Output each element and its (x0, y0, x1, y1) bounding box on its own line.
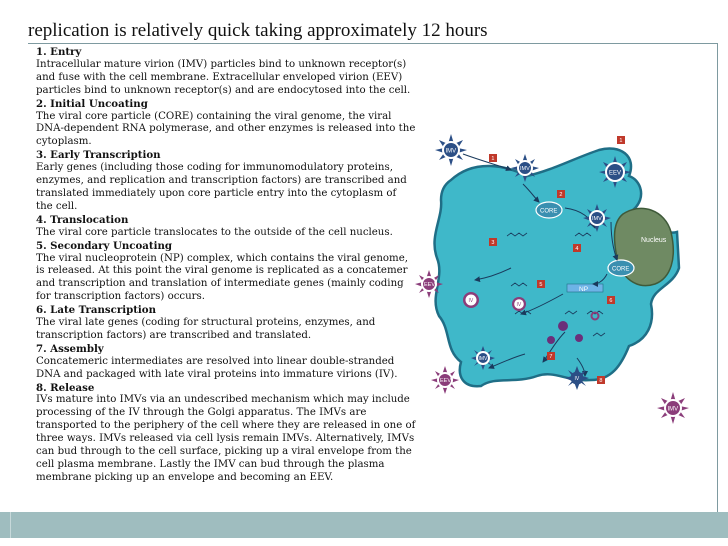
eev-particle-bottom (431, 366, 459, 394)
iv-particle (512, 297, 526, 311)
step-marker-1: 1 (619, 138, 623, 144)
step-late-transcription (36, 304, 416, 343)
step-marker-4: 4 (575, 246, 579, 252)
imv-particle-released (657, 392, 689, 424)
right-divider (717, 43, 718, 513)
imv-particle-outside-top (435, 134, 467, 166)
eev-label: EEV (440, 378, 452, 385)
step-text: Early genes (including those coding for immunomodulatory proteins, enzymes, and replication and transcription factors) are transcribed and translated immediately upon core particle entry into the cytoplasm of the cell. (36, 162, 407, 212)
step-text: Intracellular mature virion (IMV) particles bind to unknown receptor(s) and fuse with the cell membrane. Extracellular enveloped virion (EEV) particles bind to unknown receptor(s) and are endocytosed into the cell. (36, 58, 411, 96)
step-assembly (36, 343, 416, 382)
step-heading: 5. Secondary Uncoating (36, 239, 172, 252)
step-entry (36, 46, 416, 98)
step-early-transcription (36, 149, 416, 214)
poxvirus-replication-diagram (415, 118, 705, 438)
eev-label: EEV (424, 282, 436, 289)
footer-inner-rule (10, 512, 719, 538)
iv-label: IV (468, 298, 474, 304)
step-heading: 8. Release (36, 381, 95, 394)
steps-list (36, 46, 416, 485)
slide-top-band (0, 0, 728, 16)
nucleus-label: Nucleus (641, 237, 667, 244)
slide-title: replication is relatively quick taking approximately 12 hours (28, 20, 488, 41)
step-marker-7: 7 (549, 354, 553, 360)
imv-label: IMV (445, 148, 457, 155)
iv-label: IV (574, 376, 580, 382)
step-heading: 2. Initial Uncoating (36, 97, 148, 110)
core-label: CORE (612, 266, 630, 273)
step-heading: 3. Early Transcription (36, 149, 161, 162)
step-marker-5: 5 (539, 282, 543, 288)
step-text: The viral core particle translocates to the outside of the cell nucleus. (36, 226, 393, 238)
step-translocation (36, 214, 416, 240)
imv-label: IMV (478, 356, 488, 362)
iv-particle (463, 292, 479, 308)
step-heading: 6. Late Transcription (36, 304, 156, 317)
step-text: The viral nucleoprotein (NP) complex, which contains the viral genome, is released. At this point the viral genome is replicated as a concatemer and transcription and translation of intermediate genes (mainly coding for transcription factors) occurs. (36, 252, 408, 303)
step-text: The viral late genes (coding for structural proteins, enzymes, and transcription factors) are transcribed and translated. (36, 317, 376, 341)
slide-footer-band (0, 512, 728, 538)
step-text: The viral core particle (CORE) containing the viral genome, the viral DNA-dependent RNA polymerase, and other enzymes is released into the cytoplasm. (36, 110, 416, 148)
step-marker-1: 1 (491, 156, 495, 162)
core-label: CORE (540, 208, 558, 215)
step-initial-uncoating (36, 98, 416, 150)
step-marker-8: 8 (599, 378, 603, 384)
step-release (36, 382, 416, 485)
iv-label: IV (516, 302, 522, 308)
imv-label: IMV (520, 166, 530, 173)
step-heading: 1. Entry (36, 46, 82, 58)
step-heading: 4. Translocation (36, 213, 129, 226)
step-heading: 7. Assembly (36, 342, 104, 355)
step-text: IVs mature into IMVs via an undescribed mechanism which may include processing of the IV through the Golgi apparatus. The IMVs are transported to the periphery of the cell where they are released in one of three ways. IMVs released via cell lysis remain IMVs. Alternatively, IMVs can bud through to the cell surface, picking up a viral envelope from the cell plasma membrane. Lastly the IMV can bud through the plasma membrane picking up an envelope and becoming an EEV. (36, 394, 416, 483)
top-divider (28, 43, 718, 44)
step-marker-2: 2 (559, 192, 563, 198)
step-marker-6: 6 (609, 298, 613, 304)
step-text: Concatemeric intermediates are resolved into linear double-stranded DNA and packaged with late viral proteins into immature virions (IV). (36, 355, 398, 380)
step-secondary-uncoating (36, 240, 416, 305)
step-marker-3: 3 (491, 240, 495, 246)
np-label: NP (579, 286, 589, 293)
imv-label: IMV (592, 216, 602, 223)
eev-label: EEV (609, 170, 622, 177)
imv-label: IMV (667, 406, 679, 413)
